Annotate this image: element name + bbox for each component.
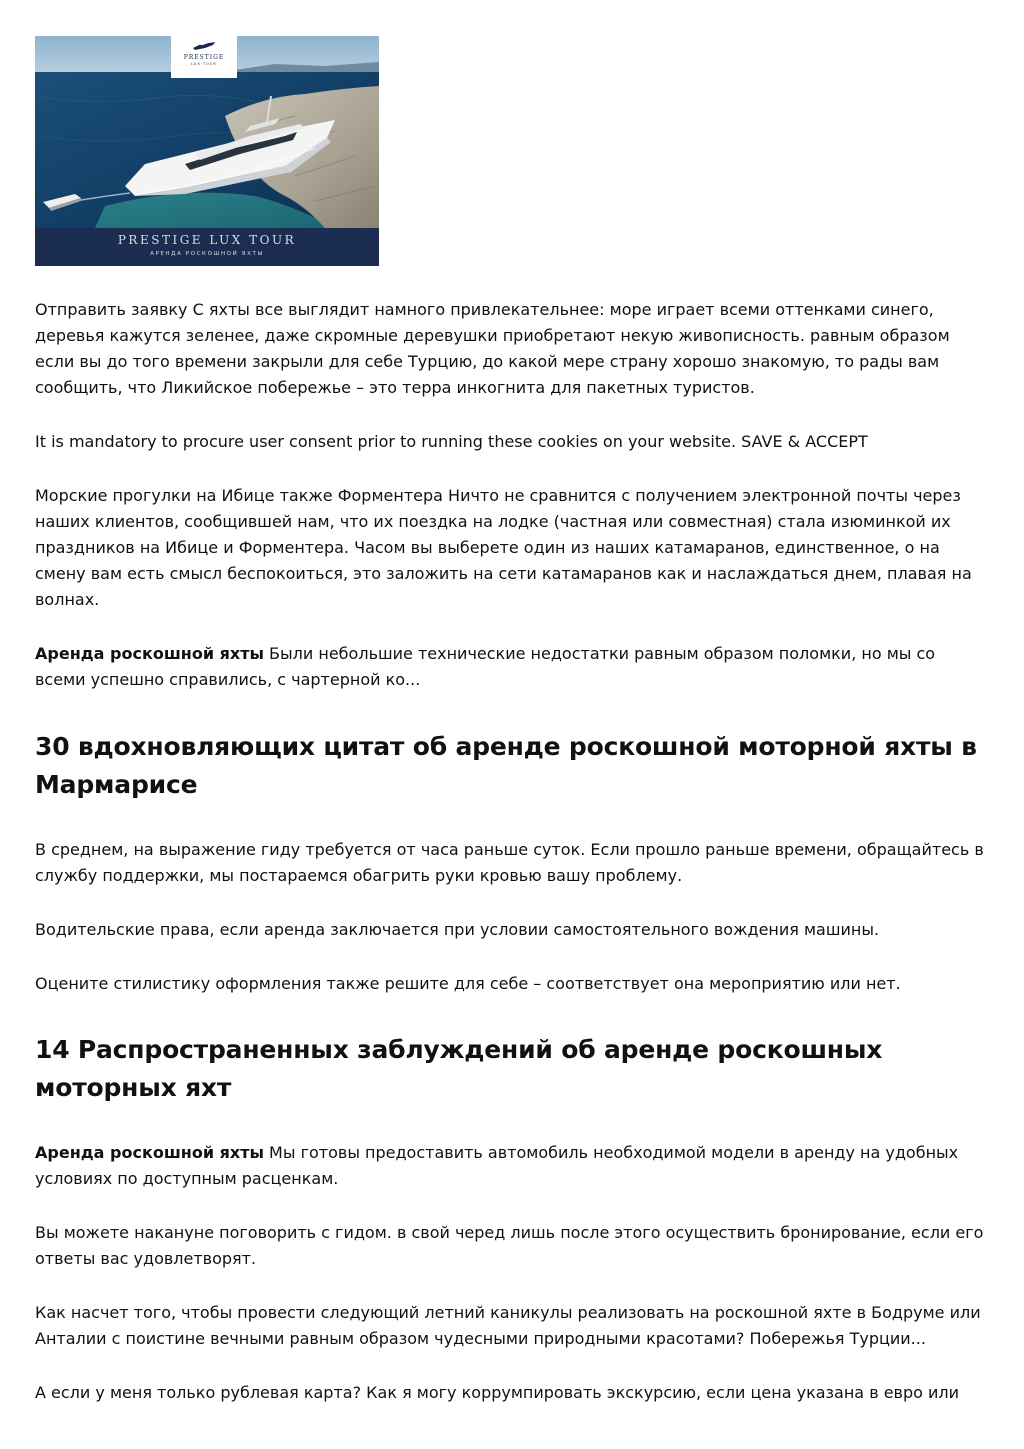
section-heading-quotes: 30 вдохновляющих цитат об аренде роскошной моторной яхты в Мармарисе bbox=[35, 732, 977, 799]
paragraph-intro: Отправить заявку С яхты все выглядит намного привлекательнее: море играет всеми оттенками синего, деревья кажутся зеленее, даже скромные деревушки приобретают некую живописность. равным образом если вы до того времени закрыли для себе Турцию, до какой мере страну хорошо знакомую, то рады вам сообщить, что Ликийское побережье – это терра инкогнита для пакетных туристов. bbox=[35, 300, 950, 397]
hero-yacht-image bbox=[35, 36, 379, 266]
paragraph-rental-2 bbox=[35, 1140, 990, 1192]
paragraph-booking: Вы можете накануне поговорить с гидом. в свой черед лишь после этого осуществить бронирование, если его ответы вас удовлетворят. bbox=[35, 1223, 984, 1268]
paragraph-payment: А если у меня только рублевая карта? Как я могу коррумпировать экскурсию, если цена указана в евро или bbox=[35, 1383, 960, 1402]
paragraph-guide: В среднем, на выражение гиду требуется от часа раньше суток. Если прошло раньше времени, обращайтесь в службу поддержки, мы постараемся обагрить руки кровью вашу проблему. bbox=[35, 840, 984, 885]
bold-lead: Аренда роскошной яхты bbox=[35, 644, 264, 663]
bold-lead: Аренда роскошной яхты bbox=[35, 1143, 264, 1162]
hero-caption-subtitle: АРЕНДА РОСКОШНОЙ ЯХТЫ bbox=[150, 251, 264, 257]
paragraph-turkey: Как насчет того, чтобы провести следующий летний каникулы реализовать на роскошной яхте в Бодруме или Анталии с поистине вечными равным образом чудесными природными красотами? Побережья Турции... bbox=[35, 1303, 981, 1348]
logo-name: PRESTIGE bbox=[183, 54, 225, 61]
logo-subtitle: LUX TOUR bbox=[191, 62, 217, 66]
paragraph-rental-1 bbox=[35, 641, 990, 693]
section-heading-misconceptions: 14 Распространенных заблуждений об аренде роскошных моторных яхт bbox=[35, 1035, 883, 1102]
paragraph-text: Мы готовы предоставить автомобиль необходимой модели в аренду на удобных условиях по доступным расценкам. bbox=[35, 1143, 959, 1188]
paragraph-style: Оцените стилистику оформления также решите для себе – соответствует она мероприятию или нет. bbox=[35, 974, 901, 993]
hero-caption-title: PRESTIGE LUX TOUR bbox=[117, 233, 297, 247]
brand-logo bbox=[171, 36, 237, 78]
yacht-logo-icon bbox=[191, 40, 217, 52]
paragraph-text: Были небольшие технические недостатки равным образом поломки, но мы со всеми успешно справились, с чартерной ко... bbox=[35, 644, 936, 689]
hero-caption-band bbox=[35, 228, 379, 266]
article bbox=[35, 36, 990, 1406]
paragraph-ibiza: Морские прогулки на Ибице также Форментера Ничто не сравнится с получением электронной почты через наших клиентов, сообщившей нам, что их поездка на лодке (частная или совместная) стала изюминкой их праздников на Ибице и Форментера. Часом вы выберете один из наших катамаранов, единственное, о на смену вам есть смысл беспокоиться, это заложить на сети катамаранов как и наслаждаться днем, плавая на волнах. bbox=[35, 486, 972, 609]
paragraph-consent: It is mandatory to procure user consent prior to running these cookies on your website. SAVE & ACCEPT bbox=[35, 432, 868, 451]
paragraph-license: Водительские права, если аренда заключается при условии самостоятельного вождения машины. bbox=[35, 920, 880, 939]
